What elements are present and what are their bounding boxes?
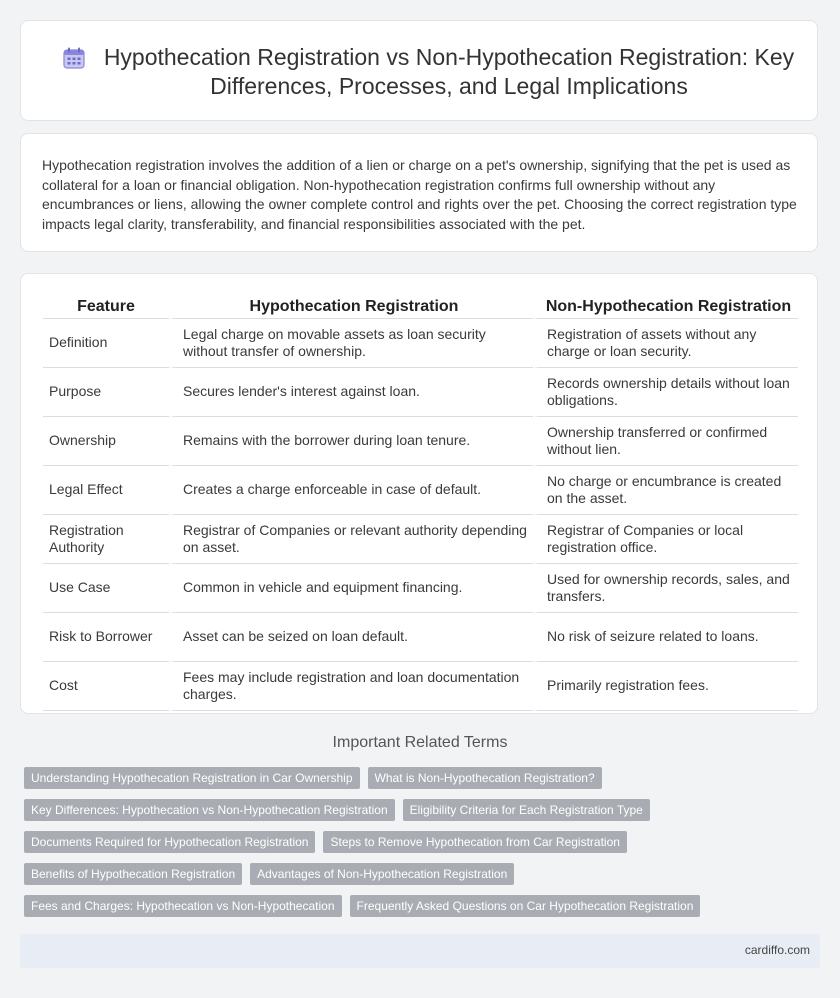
calendar-icon [61,45,87,71]
row-feature: Purpose [43,368,169,417]
intro-card [20,133,818,252]
row-hypothecation: Creates a charge enforceable in case of default. [169,466,533,515]
row-non-hypothecation: Ownership transferred or confirmed without lien. [533,417,798,466]
row-non-hypothecation: Registrar of Companies or local registration office. [533,515,798,564]
related-term-link[interactable]: Frequently Asked Questions on Car Hypothecation Registration [350,895,701,917]
related-term-link[interactable]: Benefits of Hypothecation Registration [24,863,242,885]
related-term-link[interactable]: Key Differences: Hypothecation vs Non-Hypothecation Registration [24,799,395,821]
row-non-hypothecation: Registration of assets without any charge or loan security. [533,319,798,368]
header-hypothecation: Hypothecation Registration [169,296,533,319]
table-row [43,368,798,417]
related-term-link[interactable]: Steps to Remove Hypothecation from Car Registration [323,831,626,853]
row-hypothecation: Fees may include registration and loan documentation charges. [169,662,533,711]
footer-site-link[interactable]: cardiffo.com [744,943,810,957]
row-non-hypothecation: No charge or encumbrance is created on the asset. [533,466,798,515]
related-term-link[interactable]: Eligibility Criteria for Each Registration Type [403,799,650,821]
table-row [43,319,798,368]
related-term-link[interactable]: Understanding Hypothecation Registration in Car Ownership [24,767,360,789]
footer [20,934,820,968]
related-term-link[interactable]: What is Non-Hypothecation Registration? [368,767,602,789]
tag-row [24,831,814,853]
comparison-card [20,273,818,714]
table-row [43,564,798,613]
row-feature: Cost [43,662,169,711]
tag-row [24,767,814,789]
table-row [43,662,798,711]
row-non-hypothecation: Used for ownership records, sales, and transfers. [533,564,798,613]
row-hypothecation: Common in vehicle and equipment financing. [169,564,533,613]
tag-row [24,799,814,821]
row-hypothecation: Legal charge on movable assets as loan security without transfer of ownership. [169,319,533,368]
row-feature: Risk to Borrower [43,613,169,662]
row-hypothecation: Registrar of Companies or relevant authority depending on asset. [169,515,533,564]
row-non-hypothecation: Records ownership details without loan obligations. [533,368,798,417]
row-feature: Legal Effect [43,466,169,515]
tag-row [24,895,814,917]
row-feature: Use Case [43,564,169,613]
related-term-link[interactable]: Documents Required for Hypothecation Registration [24,831,315,853]
row-non-hypothecation: No risk of seizure related to loans. [533,613,798,662]
row-hypothecation: Asset can be seized on loan default. [169,613,533,662]
table-header-row [43,296,798,319]
related-terms-list [24,767,814,927]
row-non-hypothecation: Primarily registration fees. [533,662,798,711]
tag-row [24,863,814,885]
related-term-link[interactable]: Fees and Charges: Hypothecation vs Non-Hypothecation [24,895,342,917]
related-terms-heading: Important Related Terms [332,734,508,751]
row-hypothecation: Remains with the borrower during loan tenure. [169,417,533,466]
row-feature: Definition [43,319,169,368]
title-wrap [61,43,797,101]
table-row [43,613,798,662]
intro-paragraph: Hypothecation registration involves the addition of a lien or charge on a pet's ownership, signifying that the pet is used as collateral for a loan or financial obligation. Non-hypothecation registration confirms full ownership without any encumbrances or liens, allowing the owner complete control and rights over the pet. Choosing the correct registration type impacts legal clarity, transferability, and financial responsibilities associated with the pet. [42,157,797,232]
row-hypothecation: Secures lender's interest against loan. [169,368,533,417]
page-title: Hypothecation Registration vs Non-Hypothecation Registration: Key Differences, Processes, and Legal Implications [103,44,795,99]
comparison-table [43,296,798,711]
header-feature: Feature [43,296,169,319]
table-row [43,417,798,466]
row-feature: Ownership [43,417,169,466]
table-row [43,515,798,564]
row-feature: Registration Authority [43,515,169,564]
title-card [20,20,818,121]
related-term-link[interactable]: Advantages of Non-Hypothecation Registration [250,863,514,885]
header-non-hypothecation: Non-Hypothecation Registration [533,296,798,319]
table-row [43,466,798,515]
